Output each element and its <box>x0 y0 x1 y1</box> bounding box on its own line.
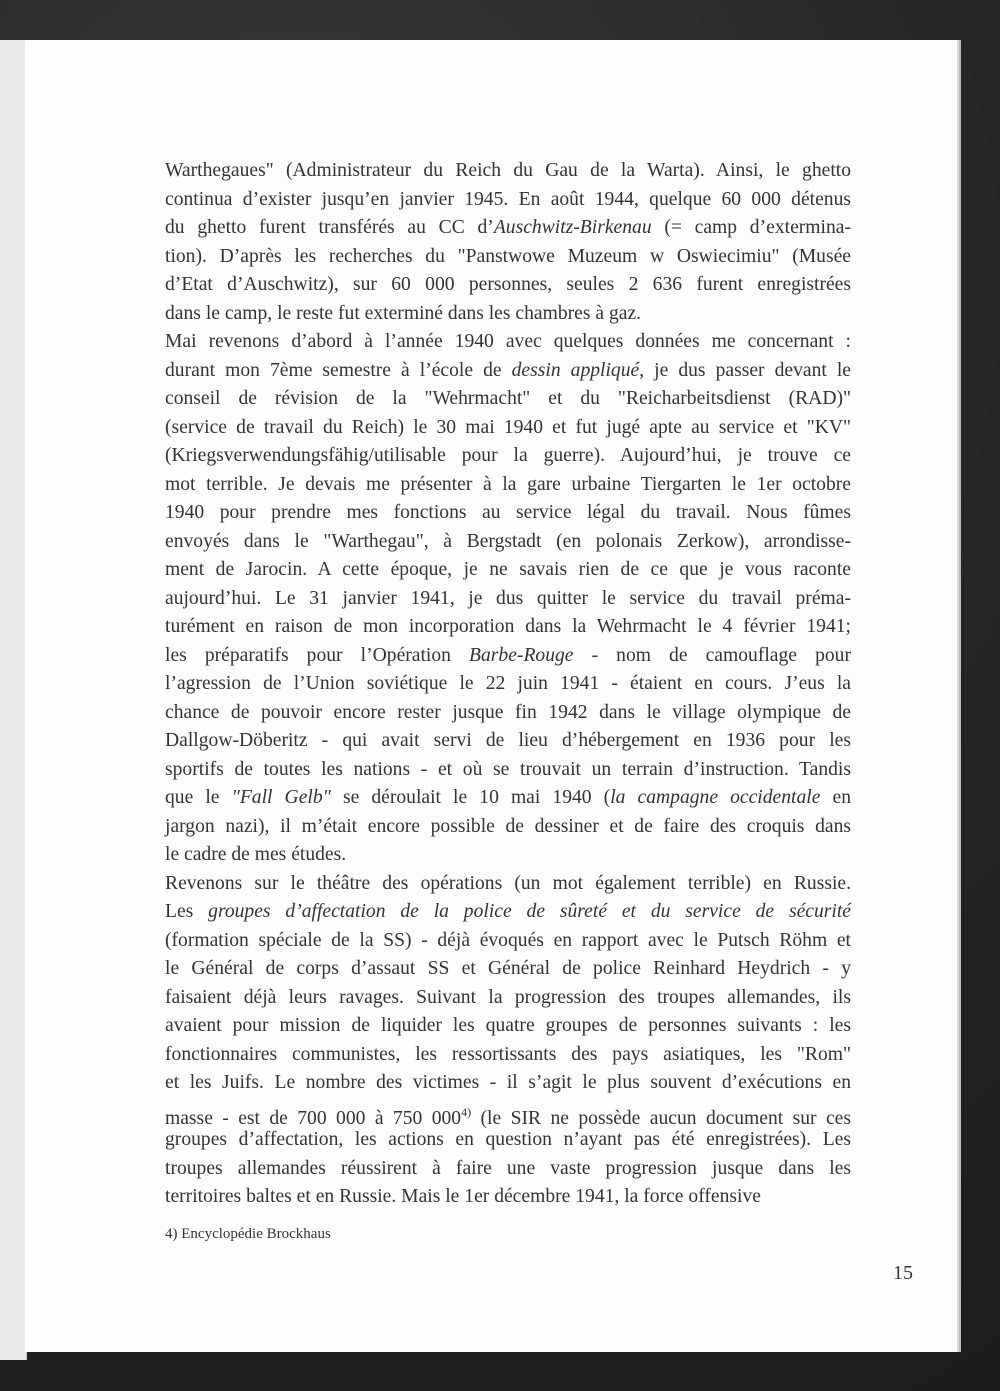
text-line <box>165 442 851 471</box>
text-segment: (Kriegsverwendungsfähig/utilisable pour la guerre). Aujourd’hui, je trouve ce <box>165 445 851 466</box>
text-line <box>165 927 851 956</box>
text-segment: l’agression de l’Union soviétique le 22 juin 1941 - étaient en cours. J’eus la <box>165 673 851 694</box>
text-line <box>165 471 851 500</box>
paragraph <box>165 157 851 328</box>
text-segment: que le <box>165 787 232 808</box>
text-line <box>165 585 851 614</box>
text-segment: continua d’exister jusqu’en janvier 1945. En août 1944, quelque 60 000 détenus <box>165 188 851 210</box>
text-segment: avaient pour mission de liquider les quatre groupes de personnes suivants : les <box>165 1015 851 1036</box>
text-line <box>165 1155 851 1184</box>
text-segment: (service de travail du Reich) le 30 mai 1940 et fut jugé apte au service et "KV" <box>165 416 851 438</box>
text-line <box>165 813 851 842</box>
text-segment: Mai revenons d’abord à l’année 1940 avec quelques données me concernant : <box>165 331 851 352</box>
text-segment: d’Etat d’Auschwitz), sur 60 000 personnes, seules 2 636 furent enregistrées <box>165 274 851 295</box>
text-line <box>165 898 851 927</box>
text-line <box>165 670 851 699</box>
text-line <box>165 300 851 329</box>
text-segment: groupes d’affectation, les actions en question n’ayant pas été enregistrées). Les <box>165 1129 851 1150</box>
text-line <box>165 357 851 386</box>
text-segment: dans le camp, le reste fut exterminé dans les chambres à gaz. <box>165 302 642 324</box>
text-line <box>165 613 851 642</box>
text-segment: le Général de corps d’assaut SS et Général de police Reinhard Heydrich - y <box>165 958 851 979</box>
text-line <box>165 271 851 300</box>
text-segment: se déroulait le 10 mai 1940 ( <box>330 787 611 808</box>
text-segment: jargon nazi), il m’était encore possible de dessiner et de faire des croquis dans <box>165 815 851 837</box>
footnote-reference: 4) <box>461 1104 472 1119</box>
text-line <box>165 186 851 215</box>
text-segment: 1940 pour prendre mes fonctions au service légal du travail. Nous fûmes <box>165 502 851 523</box>
text-line <box>165 984 851 1013</box>
text-segment: turément en raison de mon incorporation dans la Wehrmacht le 4 février 1941; <box>165 616 851 637</box>
text-segment: troupes allemandes réussirent à faire une vaste progression jusque dans les <box>165 1157 851 1179</box>
text-segment: aujourd’hui. Le 31 janvier 1941, je dus quitter le service du travail préma- <box>165 587 851 609</box>
text-line <box>165 955 851 984</box>
text-line <box>165 1069 851 1098</box>
text-line <box>165 328 851 357</box>
text-segment: Les <box>165 901 209 922</box>
text-line <box>165 870 851 899</box>
italic-text: "Fall Gelb" <box>231 787 331 808</box>
text-segment: sportifs de toutes les nations - et où se trouvait un terrain d’instruction. Tandis <box>165 758 851 780</box>
text-segment: les préparatifs pour l’Opération <box>165 644 470 666</box>
italic-text: dessin appliqué <box>511 359 640 381</box>
italic-text: la campagne occidentale <box>610 787 821 808</box>
text-line <box>165 1126 851 1155</box>
text-segment: - nom de camouflage pour <box>573 644 851 666</box>
text-segment: et les Juifs. Le nombre des victimes - il s’agit le plus souvent d’exécutions en <box>165 1072 851 1093</box>
book-page <box>25 40 957 1352</box>
text-segment: (formation spéciale de la SS) - déjà évoqués en rapport avec le Putsch Röhm et <box>165 929 851 951</box>
text-segment: Warthegaues" (Administrateur du Reich du Gau de la Warta). Ainsi, le ghetto <box>165 160 851 181</box>
text-line <box>165 157 851 186</box>
text-segment: territoires baltes et en Russie. Mais le 1er décembre 1941, la force offensive <box>165 1186 761 1207</box>
body-text <box>165 157 851 1212</box>
text-segment: tion). D’après les recherches du "Panstwowe Muzeum w Oswiecimiu" (Musée <box>165 245 851 267</box>
text-line <box>165 1183 851 1212</box>
text-line <box>165 1098 851 1127</box>
text-segment: chance de pouvoir encore rester jusque fin 1942 dans le village olympique de <box>165 701 851 723</box>
italic-text: Auschwitz-Birkenau <box>493 217 652 238</box>
text-segment: fonctionnaires communistes, les ressortissants des pays asiatiques, les "Rom" <box>165 1043 851 1065</box>
text-line <box>165 385 851 414</box>
text-segment: ment de Jarocin. A cette époque, je ne savais rien de ce que je vous raconte <box>165 559 851 580</box>
text-segment: Revenons sur le théâtre des opérations (un mot également terrible) en Russie. <box>165 872 851 894</box>
text-line <box>165 756 851 785</box>
text-line <box>165 528 851 557</box>
text-segment: (= camp d’extermina- <box>651 217 851 238</box>
text-line <box>165 556 851 585</box>
text-segment: le cadre de mes études. <box>165 844 347 865</box>
italic-text: groupes d’affectation de la police de sûreté et du service de sécurité <box>208 901 851 922</box>
text-segment: mot terrible. Je devais me présenter à la gare urbaine Tiergarten le 1er octobre <box>165 473 851 495</box>
text-segment: faisaient déjà leurs ravages. Suivant la progression des troupes allemandes, ils <box>165 986 851 1008</box>
text-line <box>165 414 851 443</box>
text-line <box>165 841 851 870</box>
text-line <box>165 727 851 756</box>
text-line <box>165 214 851 243</box>
text-line <box>165 642 851 671</box>
text-segment: envoyés dans le "Warthegau", à Bergstadt (en polonais Zerkow), arrondisse- <box>165 530 851 552</box>
page-number: 15 <box>893 1262 913 1284</box>
text-segment: masse - est de 700 000 à 750 000 <box>165 1107 462 1129</box>
text-segment: (le SIR ne possède aucun document sur ces <box>471 1107 851 1129</box>
italic-text: Barbe-Rouge <box>469 644 574 666</box>
text-segment: durant mon 7ème semestre à l’école de <box>165 359 512 381</box>
text-segment: en <box>820 787 851 808</box>
text-segment: conseil de révision de la "Wehrmacht" et du "Reicharbeitsdienst (RAD)" <box>165 388 851 409</box>
text-segment: du ghetto furent transférés au CC d’ <box>165 217 494 238</box>
footnote: 4) Encyclopédie Brockhaus <box>165 1226 331 1242</box>
text-line <box>165 1012 851 1041</box>
text-line <box>165 243 851 272</box>
text-segment: Dallgow-Döberitz - qui avait servi de lieu d’hébergement en 1936 pour les <box>165 730 851 751</box>
text-line <box>165 784 851 813</box>
adjacent-page-edge <box>0 40 27 1360</box>
paragraph <box>165 870 851 1212</box>
paragraph <box>165 328 851 870</box>
text-line <box>165 1041 851 1070</box>
text-line <box>165 699 851 728</box>
text-segment: , je dus passer devant le <box>639 359 851 381</box>
text-line <box>165 499 851 528</box>
